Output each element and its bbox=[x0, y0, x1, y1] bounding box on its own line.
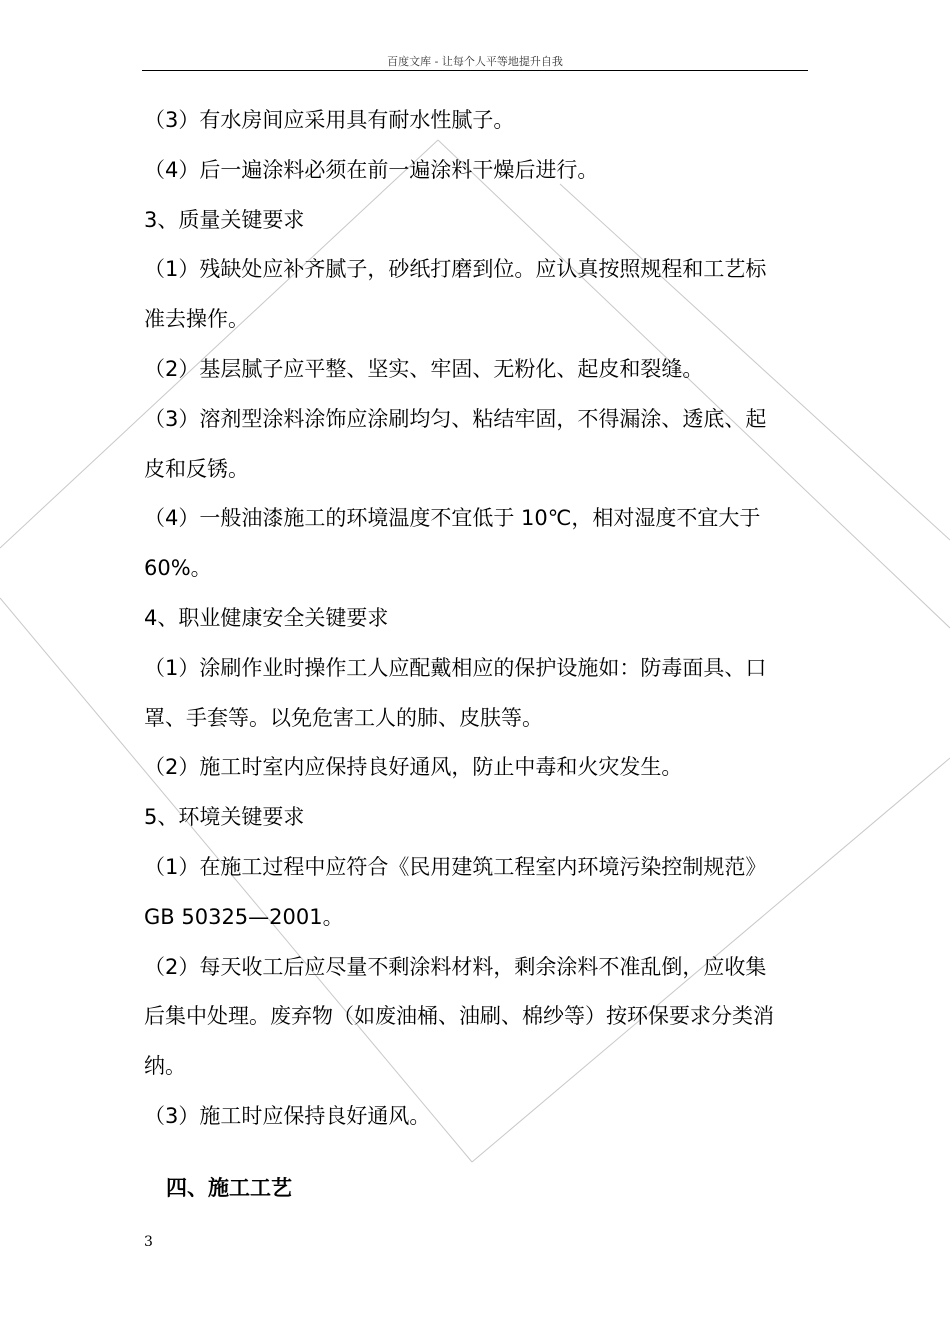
page-header: 百度文库 - 让每个人平等地提升自我 bbox=[142, 56, 808, 71]
page-number: 3 bbox=[144, 1234, 153, 1250]
text-line: （2）每天收工后应尽量不剩涂料材料，剩余涂料不准乱倒，应收集 bbox=[144, 954, 767, 979]
text-line: 60%。 bbox=[144, 556, 212, 581]
text-line: （4）一般油漆施工的环境温度不宜低于 10℃，相对湿度不宜大于 bbox=[144, 506, 761, 531]
text-line: 3、质量关键要求 bbox=[144, 207, 305, 232]
text-line: 4、职业健康安全关键要求 bbox=[144, 605, 389, 630]
text-line: （1）残缺处应补齐腻子，砂纸打磨到位。应认真按照规程和工艺标 bbox=[144, 257, 767, 282]
text-line: 罩、手套等。以免危害工人的肺、皮肤等。 bbox=[144, 705, 543, 730]
text-line: （1）涂刷作业时操作工人应配戴相应的保护设施如：防毒面具、口 bbox=[144, 655, 767, 680]
text-line: 准去操作。 bbox=[144, 307, 249, 332]
text-line: （1）在施工过程中应符合《民用建筑工程室内环境污染控制规范》 bbox=[144, 854, 767, 879]
document-body bbox=[144, 96, 818, 1142]
text-line: （3）有水房间应采用具有耐水性腻子。 bbox=[144, 108, 515, 132]
text-line: 后集中处理。废弃物（如废油桶、油刷、棉纱等）按环保要求分类消 bbox=[144, 1004, 774, 1029]
text-line: 皮和反锈。 bbox=[144, 456, 249, 481]
text-line: （3）溶剂型涂料涂饰应涂刷均匀、粘结牢固，不得漏涂、透底、起 bbox=[144, 406, 767, 431]
text-line: （2）基层腻子应平整、坚实、牢固、无粉化、起皮和裂缝。 bbox=[144, 356, 704, 381]
text-line: 5、环境关键要求 bbox=[144, 805, 305, 830]
section-heading: 四、施工工艺 bbox=[166, 1176, 292, 1200]
text-line: GB 50325—2001。 bbox=[144, 904, 344, 929]
text-line: （4）后一遍涂料必须在前一遍涂料干燥后进行。 bbox=[144, 157, 599, 182]
text-line: 纳。 bbox=[144, 1054, 186, 1079]
text-line: （3）施工时应保持良好通风。 bbox=[144, 1103, 431, 1128]
text-line: （2）施工时室内应保持良好通风，防止中毒和火灾发生。 bbox=[144, 755, 683, 780]
